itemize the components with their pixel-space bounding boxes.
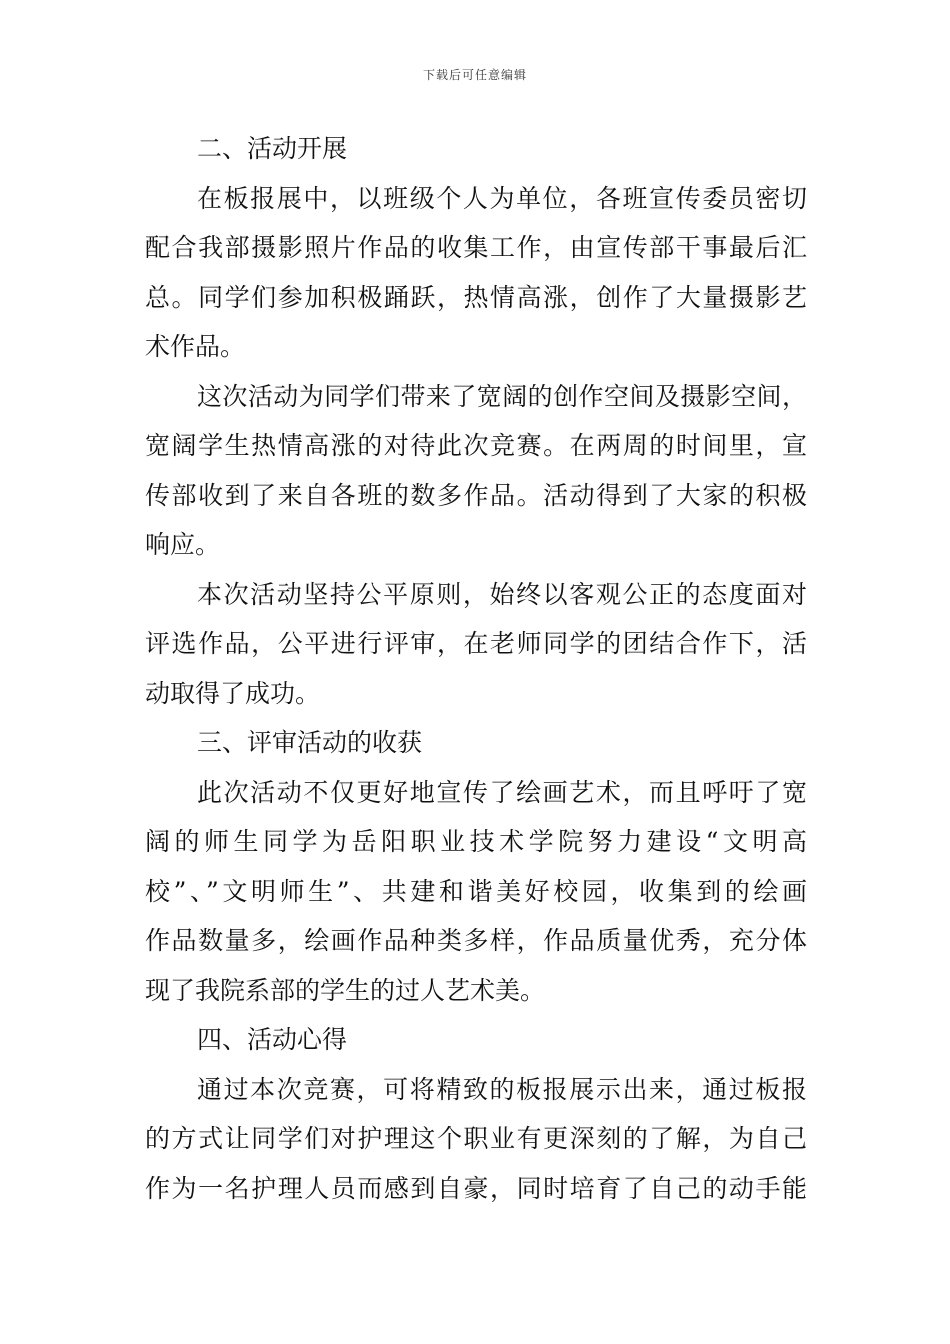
text-line: 二、活动开展: [197, 134, 348, 163]
text-line: 响应。: [145, 530, 221, 559]
text-line: 四、活动心得: [197, 1025, 348, 1054]
text-line: 三、评审活动的收获: [197, 728, 423, 757]
text-line: 术作品。: [145, 332, 246, 361]
document-body: [145, 124, 807, 1213]
text-line: 评选作品，公平进行评审，在老师同学的团结合作下，活: [145, 629, 807, 658]
text-line: 通过本次竞赛，可将精致的板报展示出来，通过板报: [197, 1074, 807, 1104]
header-note: 下载后可任意编辑: [422, 68, 527, 82]
text-line: 的方式让同学们对护理这个职业有更深刻的了解，为自己: [145, 1124, 807, 1153]
text-line: 配合我部摄影照片作品的收集工作，由宣传部干事最后汇: [145, 233, 807, 262]
text-line: 传部收到了来自各班的数多作品。活动得到了大家的积极: [145, 480, 807, 510]
text-line: 这次活动为同学们带来了宽阔的创作空间及摄影空间，: [197, 381, 807, 411]
text-line: 宽阔学生热情高涨的对待此次竞赛。在两周的时间里，宣: [145, 431, 807, 460]
text-line: 作为一名护理人员而感到自豪，同时培育了自己的动手能: [145, 1173, 807, 1203]
text-line: 现了我院系部的学生的过人艺术美。: [145, 975, 546, 1005]
text-line: 本次活动坚持公平原则，始终以客观公正的态度面对: [197, 579, 807, 609]
text-line: 动取得了成功。: [145, 678, 321, 708]
text-line: 在板报展中，以班级个人为单位，各班宣传委员密切: [197, 183, 807, 213]
text-line: 总。同学们参加积极踊跃，热情高涨，创作了大量摄影艺: [145, 282, 807, 312]
text-line: 此次活动不仅更好地宣传了绘画艺术，而且呼吁了宽: [197, 777, 807, 807]
text-line: 校”、”文明师生”、共建和谐美好校园，收集到的绘画: [145, 876, 807, 906]
text-line: 阔的师生同学为岳阳职业技术学院努力建设“文明高: [145, 827, 807, 856]
text-line: 作品数量多，绘画作品种类多样，作品质量优秀，充分体: [145, 926, 807, 955]
